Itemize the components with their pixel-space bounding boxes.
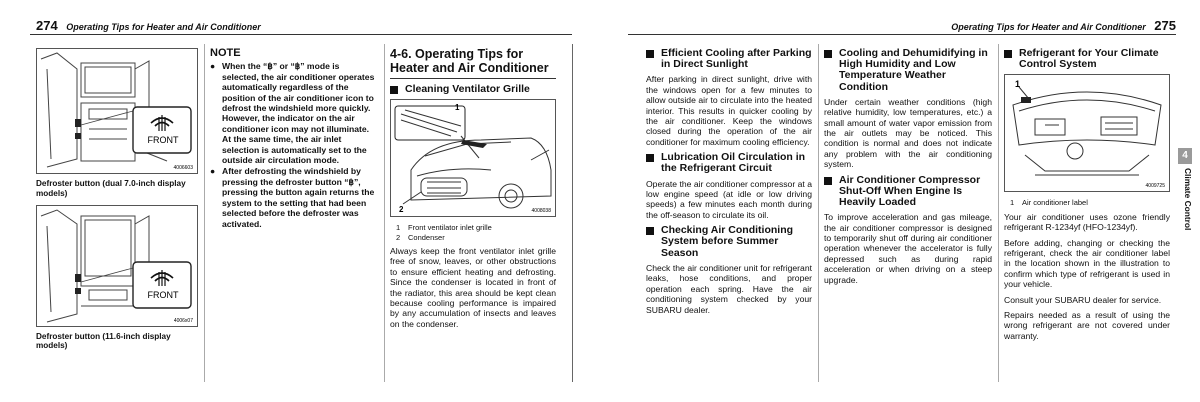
body-paragraph: Under certain weather conditions (high relative humidity, low temperatures, etc.) a small amount of water vapor emission from the air outlets may be noticed. This condition is normal and does not indicate any problem with the air conditioning system. <box>824 96 992 170</box>
left-running-title: Operating Tips for Heater and Air Conditioner <box>66 22 261 32</box>
column-3 <box>390 48 556 334</box>
body-paragraph: Repairs needed as a result of using the wrong refrigerant are not covered under warranty. <box>1004 310 1170 341</box>
subsection-title: Cooling and Dehumidifying in High Humidity and Low Temperature Weather Condition <box>824 48 992 93</box>
chapter-label: Climate Control <box>1183 168 1193 231</box>
figure-caption: Defroster button (11.6-inch display models) <box>36 331 171 351</box>
figure-defroster-11inch <box>36 205 198 327</box>
callout-number: 1 <box>455 103 460 113</box>
body-paragraph: Before adding, changing or checking the refrigerant, check the air conditioner label in the location shown in the illustration to confirm which type of refrigerant is used in your vehicle. <box>1004 237 1170 290</box>
body-paragraph: After parking in direct sunlight, drive with the windows open for a few minutes to allow outside air to circulate into the heated interior. This results in quicker cooling by the air conditioner. Keep the windows closed during the operation of the air conditioner for maximum cooling efficiency. <box>646 74 812 147</box>
figure-legend: 1 Front ventilator inlet grille 2 Condenser <box>396 223 492 242</box>
column-4 <box>646 48 812 320</box>
body-paragraph: Consult your SUBARU dealer for service. <box>1004 294 1162 305</box>
body-paragraph: Operate the air conditioner compressor at a low engine speed (at idle or low driving speeds) a few minutes each month during the off-season to circulate its oil. <box>646 178 812 220</box>
body-paragraph: Your air conditioner uses ozone friendly refrigerant R-1234yf (HFO-1234yf). <box>1004 211 1170 233</box>
left-header-rule <box>30 34 572 35</box>
car-front-illustration <box>391 100 555 216</box>
body-paragraph: Always keep the front ventilator inlet grille free of snow, leaves, or other obstructions to ensure efficient heating and defrosting. Since the condenser is located in front of the radiator, this area should be kept clean because cooling performance is impaired by any accumulation of insects and leaves on the condenser. <box>390 246 556 329</box>
legend-text: Air conditioner label <box>1022 198 1088 208</box>
subsection-title: Checking Air Conditioning System before Summer Season <box>646 225 812 259</box>
chapter-tab: 4 <box>1178 148 1192 164</box>
subsection-title: Efficient Cooling after Parking in Direct Sunlight <box>646 48 812 70</box>
front-button-label: FRONT <box>147 135 179 145</box>
legend-text: Front ventilator inlet grille <box>408 223 492 233</box>
section-title: 4-6. Operating Tips for Heater and Air Conditioner <box>390 48 556 79</box>
column-5 <box>824 48 992 290</box>
figure-legend: 1 Air conditioner label <box>1010 198 1088 208</box>
figure-id: 4009725 <box>1145 183 1165 190</box>
column-2 <box>210 48 378 230</box>
front-button-label: FRONT <box>147 289 179 300</box>
legend-text: Condenser <box>408 232 445 242</box>
subsection-title: Cleaning Ventilator Grille <box>390 84 556 95</box>
left-page-number: 274 <box>36 18 58 33</box>
left-page-header <box>36 18 261 33</box>
note-item: ● When the “฿” or “฿” mode is selected, the air conditioner operates automatically regardless of the position of the air conditioner icon to defrost the windshield more quickly. However, the indicator on the air conditioner icon may not illuminate. At the same time, the air inlet selection is automatically set to the outside air circulation mode. <box>210 61 378 165</box>
note-text: When the “฿” or “฿” mode is selected, the air conditioner operates automatically regardless of the position of the air conditioner icon to defrost the windshield more quickly. However, the indicator on the air conditioner icon may not illuminate. At the same time, the air inlet selection is automatically set to the outside air circulation mode. <box>222 61 375 166</box>
figure-caption: Defroster button (dual 7.0-inch display models) <box>36 179 186 198</box>
right-page-number: 275 <box>1154 18 1176 33</box>
right-running-title: Operating Tips for Heater and Air Conditioner <box>951 22 1146 32</box>
note-title: NOTE <box>210 47 241 59</box>
note-text: After defrosting the windshield by pressing the defroster button “฿”, pressing the button again returns the system to the setting that had been selected before the defroster was activated. <box>222 166 375 229</box>
note-item: ● After defrosting the windshield by pressing the defroster button “฿”, pressing the button again returns the system to the setting that had been selected before the defroster was activated. <box>210 166 378 228</box>
subsection-title: Lubrication Oil Circulation in the Refrigerant Circuit <box>646 152 812 174</box>
figure-id: 4006x07 <box>173 317 193 324</box>
right-page-header <box>951 18 1176 33</box>
right-header-rule <box>628 34 1176 35</box>
figure-id: 4008038 <box>531 208 551 215</box>
callout-number: 2 <box>399 205 404 215</box>
column-1 <box>36 48 198 351</box>
column-6 <box>1004 48 1170 346</box>
subsection-title: Refrigerant for Your Climate Control System <box>1004 48 1170 70</box>
figure-defroster-7inch <box>36 48 198 174</box>
dashboard-illustration <box>37 49 197 173</box>
dashboard-illustration <box>37 206 197 326</box>
figure-refrigerant-label <box>1004 74 1170 192</box>
body-paragraph: To improve acceleration and gas mileage, the air conditioner compressor is designed to temporarily shut off during air conditioner operation whenever the accelerator is fully depressed such as during rapid acceleration or when driving on a steep upgrade. <box>824 212 992 285</box>
figure-ventilator-grille <box>390 99 556 217</box>
subsection-title: Air Conditioner Compressor Shut-Off When Engine Is Heavily Loaded <box>824 175 992 209</box>
column-divider <box>998 44 999 382</box>
figure-id: 4006603 <box>173 165 193 171</box>
engine-hood-illustration <box>1005 75 1169 191</box>
page-gutter <box>572 44 573 382</box>
column-divider <box>818 44 819 382</box>
body-paragraph: Check the air conditioner unit for refrigerant leaks, hose conditions, and proper operation each spring. Have the air conditioning system checked by your SUBARU dealer. <box>646 262 812 315</box>
callout-number: 1 <box>1015 79 1021 90</box>
column-divider <box>384 44 385 382</box>
column-divider <box>204 44 205 382</box>
